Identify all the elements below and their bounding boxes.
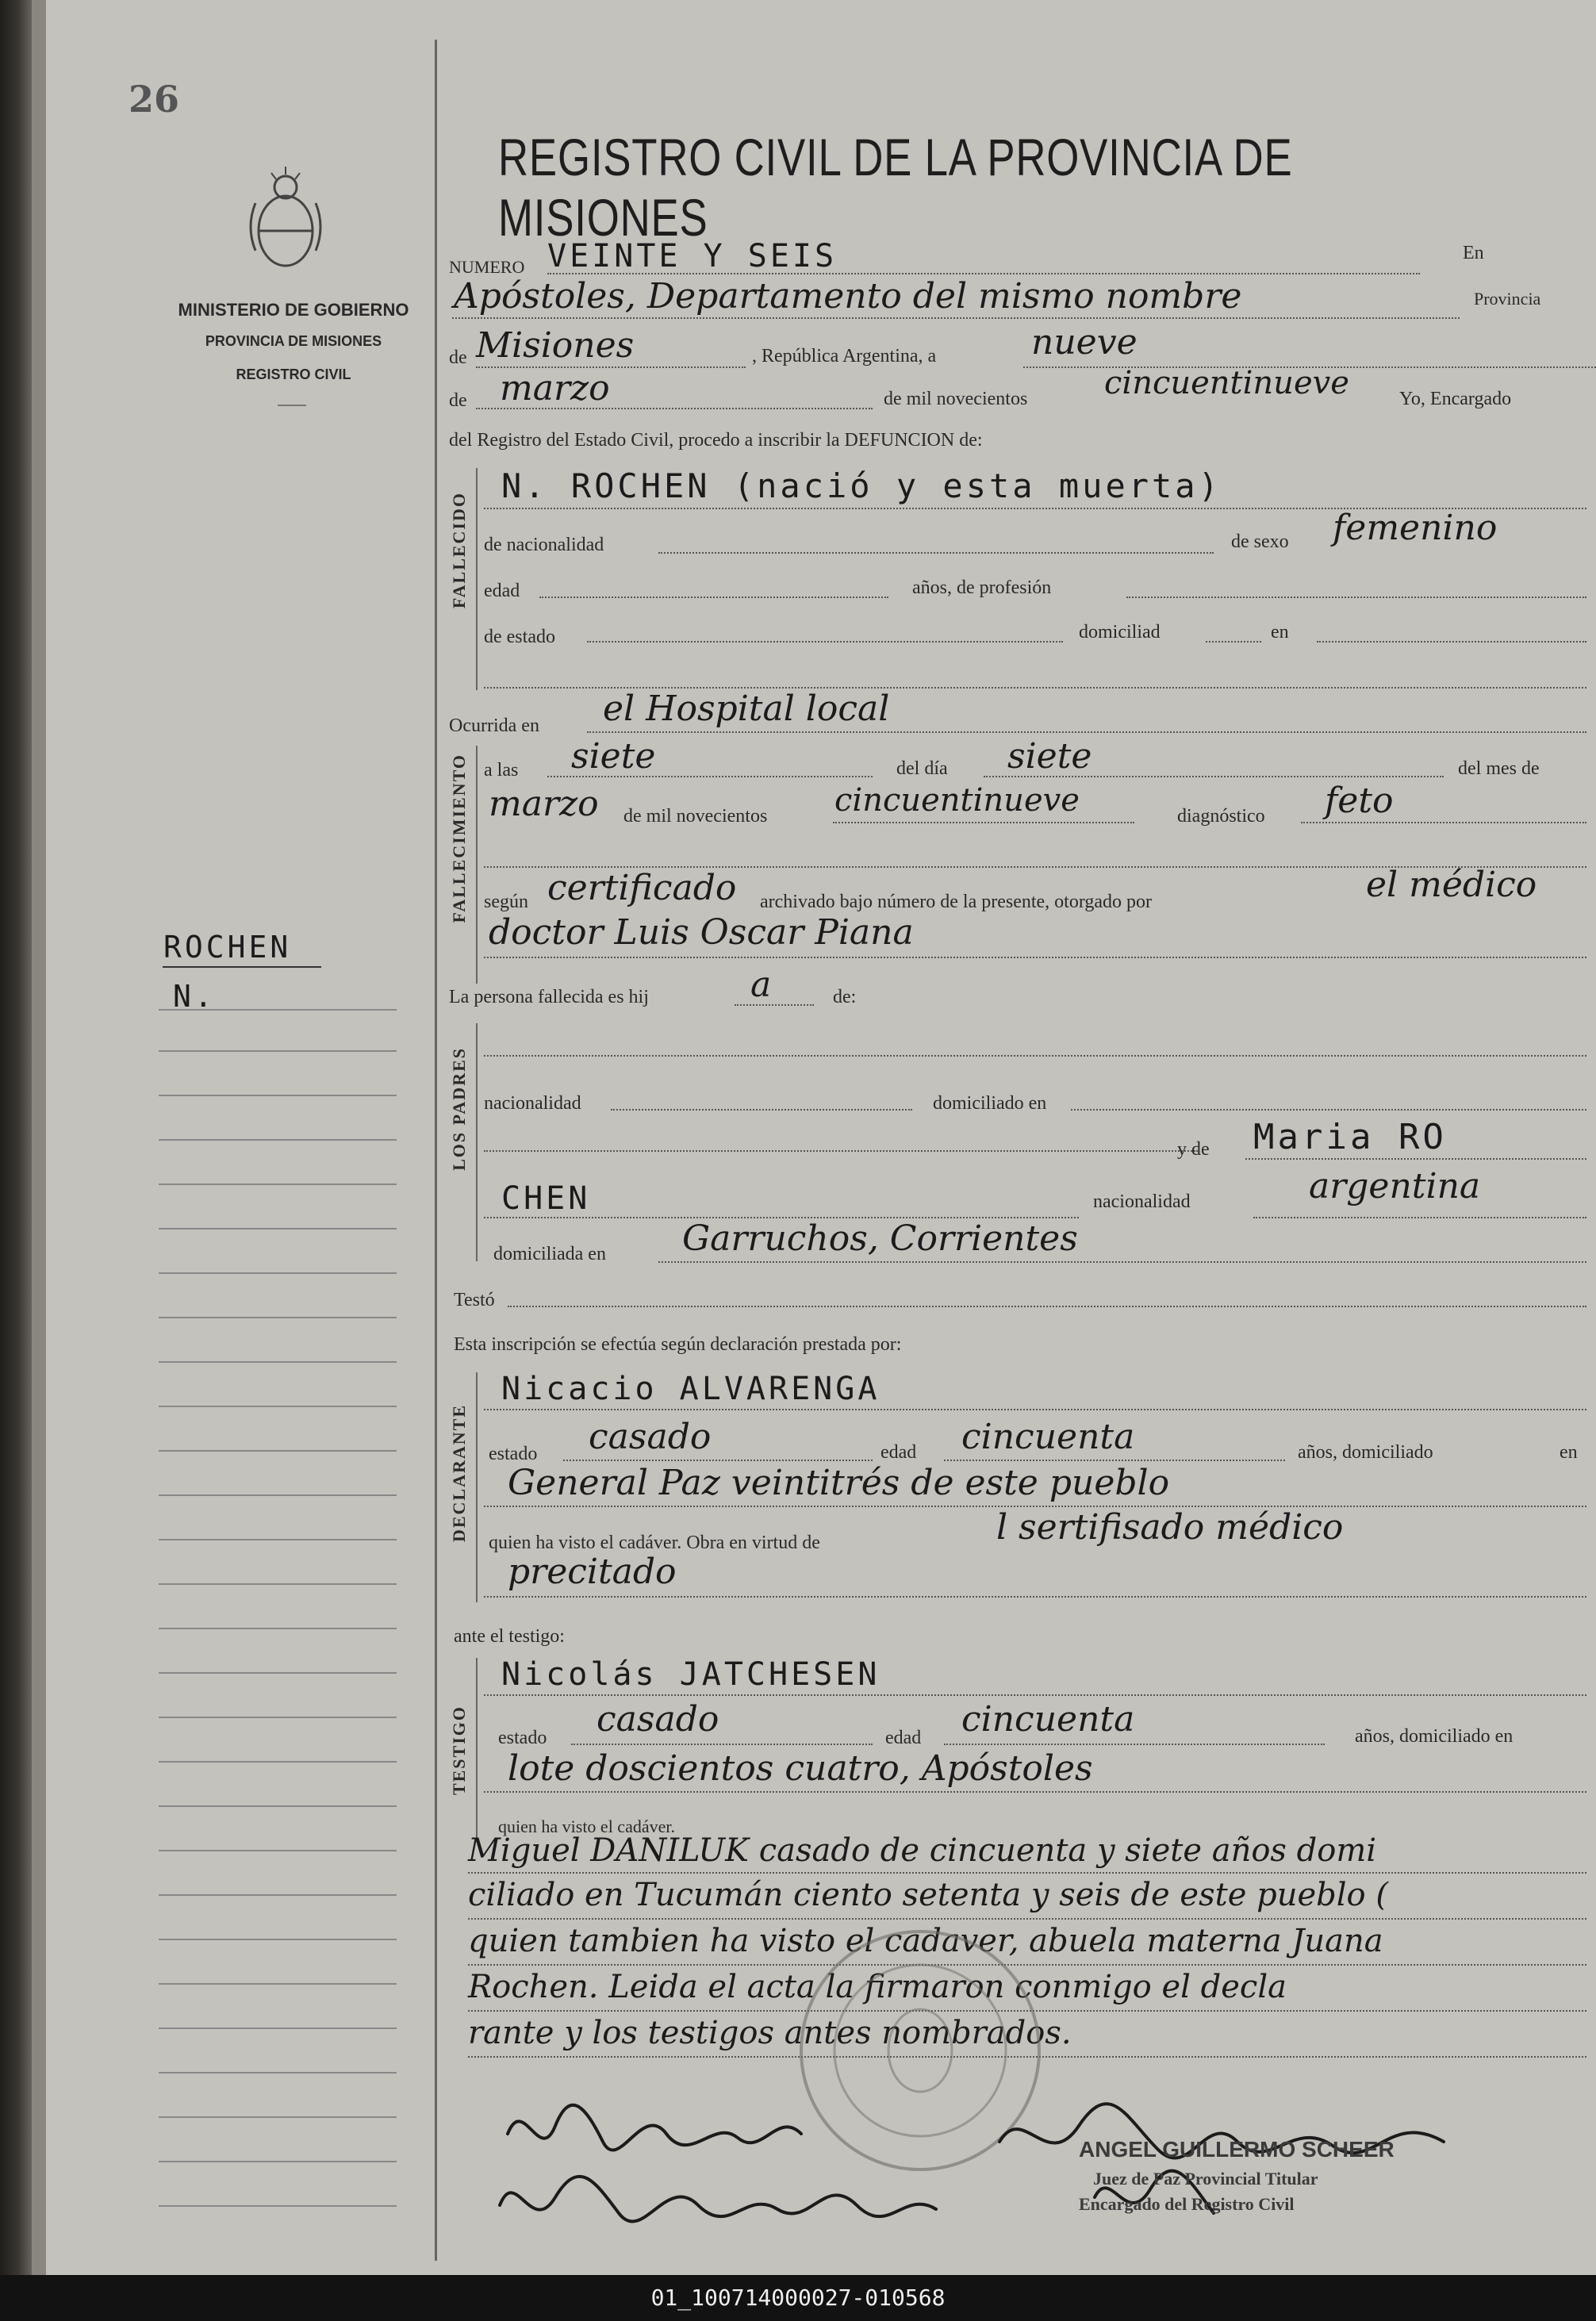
testigo-estado-value: casado bbox=[597, 1699, 719, 1740]
fallecido-section-label: FALLECIDO bbox=[449, 492, 469, 609]
archivado-label: archivado bajo número de la presente, otorgado por bbox=[760, 892, 1153, 912]
declarante-intro-label: Esta inscripción se efectúa según declaración prestada por: bbox=[454, 1334, 902, 1355]
column-divider bbox=[435, 40, 437, 2261]
note-line-4: Rochen. Leida el acta la firmaron conmigo el decla bbox=[468, 1969, 1287, 2005]
padre-nacionalidad-label: nacionalidad bbox=[484, 1093, 581, 1114]
ministry-line-2: PROVINCIA DE MISIONES bbox=[205, 333, 382, 349]
edad-label: edad bbox=[484, 581, 520, 601]
madre-name-part-2: CHEN bbox=[501, 1180, 591, 1217]
ministry-line-3: REGISTRO CIVIL bbox=[236, 366, 351, 382]
mes-value: marzo bbox=[489, 784, 599, 824]
month-value: marzo bbox=[500, 368, 610, 409]
sexo-label: de sexo bbox=[1231, 531, 1289, 552]
hija-label: La persona fallecida es hij bbox=[449, 987, 649, 1007]
stamp-title-1: Juez de Paz Provincial Titular bbox=[1093, 2169, 1318, 2189]
hija-value: a bbox=[750, 965, 772, 1005]
nacionalidad-label: de nacionalidad bbox=[484, 535, 604, 555]
dia-value: siete bbox=[1007, 736, 1092, 777]
testigo-quien-label: quien ha visto el cadáver. bbox=[498, 1817, 675, 1836]
domiciliada-label: domiciliada en bbox=[493, 1244, 606, 1264]
stamp-name: ANGEL GUILLERMO SCHEER bbox=[1079, 2137, 1395, 2162]
stamp-title-2: Encargado del Registro Civil bbox=[1079, 2194, 1295, 2214]
segun-label: según bbox=[484, 892, 528, 912]
testigo-estado-label: estado bbox=[498, 1728, 547, 1748]
note-line-1: Miguel DANILUK casado de cincuenta y siete años domi bbox=[468, 1832, 1377, 1869]
handwritten-signatures bbox=[476, 2078, 1571, 2269]
de-label: de bbox=[449, 347, 467, 368]
anos-profesion-label: años, de profesión bbox=[912, 577, 1052, 598]
declarante-domicilio-value: General Paz veintitrés de este pueblo bbox=[508, 1463, 1170, 1503]
deldia-label: del día bbox=[896, 758, 948, 779]
place-value: Apóstoles, Departamento del mismo nombre bbox=[454, 276, 1242, 316]
testigo-section-label: TESTIGO bbox=[449, 1705, 469, 1796]
alas-label: a las bbox=[484, 760, 519, 781]
ocurrida-label: Ocurrida en bbox=[449, 715, 539, 736]
madre-nacionalidad-label: nacionalidad bbox=[1093, 1191, 1191, 1212]
declarante-edad-value: cincuenta bbox=[961, 1417, 1135, 1457]
numero-label: NUMERO bbox=[449, 257, 525, 277]
padre-domiciliado-label: domiciliado en bbox=[933, 1093, 1047, 1114]
page-number: 26 bbox=[129, 78, 180, 121]
coat-of-arms-emblem bbox=[238, 155, 333, 282]
fallecimiento-section-label: FALLECIMIENTO bbox=[449, 754, 469, 923]
provincia-label: Provincia bbox=[1474, 289, 1541, 309]
padres-de-label: de: bbox=[833, 987, 857, 1007]
delmes-label: del mes de bbox=[1458, 758, 1540, 779]
madre-name-part-1: Maria RO bbox=[1253, 1117, 1447, 1157]
madre-nacionalidad-value: argentina bbox=[1309, 1166, 1481, 1207]
encargado-label: Yo, Encargado bbox=[1399, 389, 1512, 409]
image-id-footer: 01_100714000027-010568 bbox=[0, 2275, 1596, 2321]
quien-obra-label: quien ha visto el cadáver. Obra en virtud de bbox=[489, 1533, 820, 1553]
hora-value: siete bbox=[571, 736, 656, 777]
estado-label: de estado bbox=[484, 627, 555, 647]
testigo-domicilio-value: lote doscientos cuatro, Apóstoles bbox=[508, 1748, 1093, 1789]
padres-section-label: LOS PADRES bbox=[449, 1047, 469, 1171]
testigo-edad-label: edad bbox=[885, 1728, 922, 1748]
diagnostico-label: diagnóstico bbox=[1177, 806, 1265, 827]
declarante-anos-label: años, domiciliado bbox=[1298, 1442, 1433, 1463]
declarante-estado-label: estado bbox=[489, 1444, 538, 1464]
domiciliad-label: domiciliad bbox=[1079, 622, 1161, 643]
testigo-anos-label: años, domiciliado en bbox=[1355, 1726, 1514, 1747]
margin-surname: ROCHEN bbox=[163, 930, 292, 965]
domiciliada-value: Garruchos, Corrientes bbox=[682, 1218, 1078, 1259]
fallecimiento-year-value: cincuentinueve bbox=[834, 782, 1080, 819]
province-value: Misiones bbox=[476, 325, 635, 366]
document-title: REGISTRO CIVIL DE LA PROVINCIA DE MISIONES bbox=[498, 128, 1293, 247]
numero-value: VEINTE Y SEIS bbox=[547, 238, 838, 274]
intro-label: del Registro del Estado Civil, procedo a inscribir la DEFUNCION de: bbox=[449, 430, 983, 451]
note-line-3: quien tambien ha visto el cadaver, abuela materna Juana bbox=[468, 1923, 1383, 1959]
yde-label: y de bbox=[1177, 1139, 1210, 1160]
obra-value-2: precitado bbox=[508, 1552, 677, 1592]
year-value: cincuentinueve bbox=[1104, 365, 1349, 401]
declarante-estado-value: casado bbox=[589, 1417, 712, 1457]
testigo-name: Nicolás JATCHESEN bbox=[501, 1656, 880, 1693]
declarante-name: Nicacio ALVARENGA bbox=[501, 1371, 880, 1407]
obra-value: l sertifisado médico bbox=[996, 1507, 1344, 1548]
segun-value: certificado bbox=[547, 868, 737, 908]
doctor-value: doctor Luis Oscar Piana bbox=[489, 912, 914, 953]
testigo-edad-value: cincuenta bbox=[961, 1699, 1135, 1740]
mil-label: de mil novecientos bbox=[884, 389, 1028, 409]
en-label: En bbox=[1463, 243, 1484, 263]
margin-initial: N. bbox=[173, 979, 216, 1014]
fallecido-en-label: en bbox=[1271, 622, 1289, 643]
declarante-en-label: en bbox=[1560, 1442, 1578, 1463]
republica-label: , República Argentina, a bbox=[752, 346, 937, 366]
declarante-edad-label: edad bbox=[880, 1442, 917, 1463]
ante-testigo-label: ante el testigo: bbox=[454, 1626, 565, 1647]
note-line-5: rante y los testigos antes nombrados. bbox=[468, 2015, 1072, 2051]
declarante-section-label: DECLARANTE bbox=[449, 1404, 469, 1543]
ocurrida-value: el Hospital local bbox=[603, 689, 890, 729]
note-line-2: ciliado en Tucumán ciento setenta y seis de este pueblo ( bbox=[468, 1877, 1388, 1913]
deceased-name: N. ROCHEN (nació y esta muerta) bbox=[501, 466, 1222, 505]
otorgado-value: el médico bbox=[1366, 865, 1537, 905]
book-binding bbox=[0, 0, 46, 2275]
fallecimiento-mil-label: de mil novecientos bbox=[623, 806, 768, 827]
testo-label: Testó bbox=[454, 1290, 495, 1310]
diagnostico-value: feto bbox=[1325, 781, 1394, 821]
sexo-value: femenino bbox=[1333, 508, 1498, 548]
de2-label: de bbox=[449, 390, 467, 411]
ministry-line-1: MINISTERIO DE GOBIERNO bbox=[178, 300, 409, 320]
day-value: nueve bbox=[1031, 322, 1138, 363]
